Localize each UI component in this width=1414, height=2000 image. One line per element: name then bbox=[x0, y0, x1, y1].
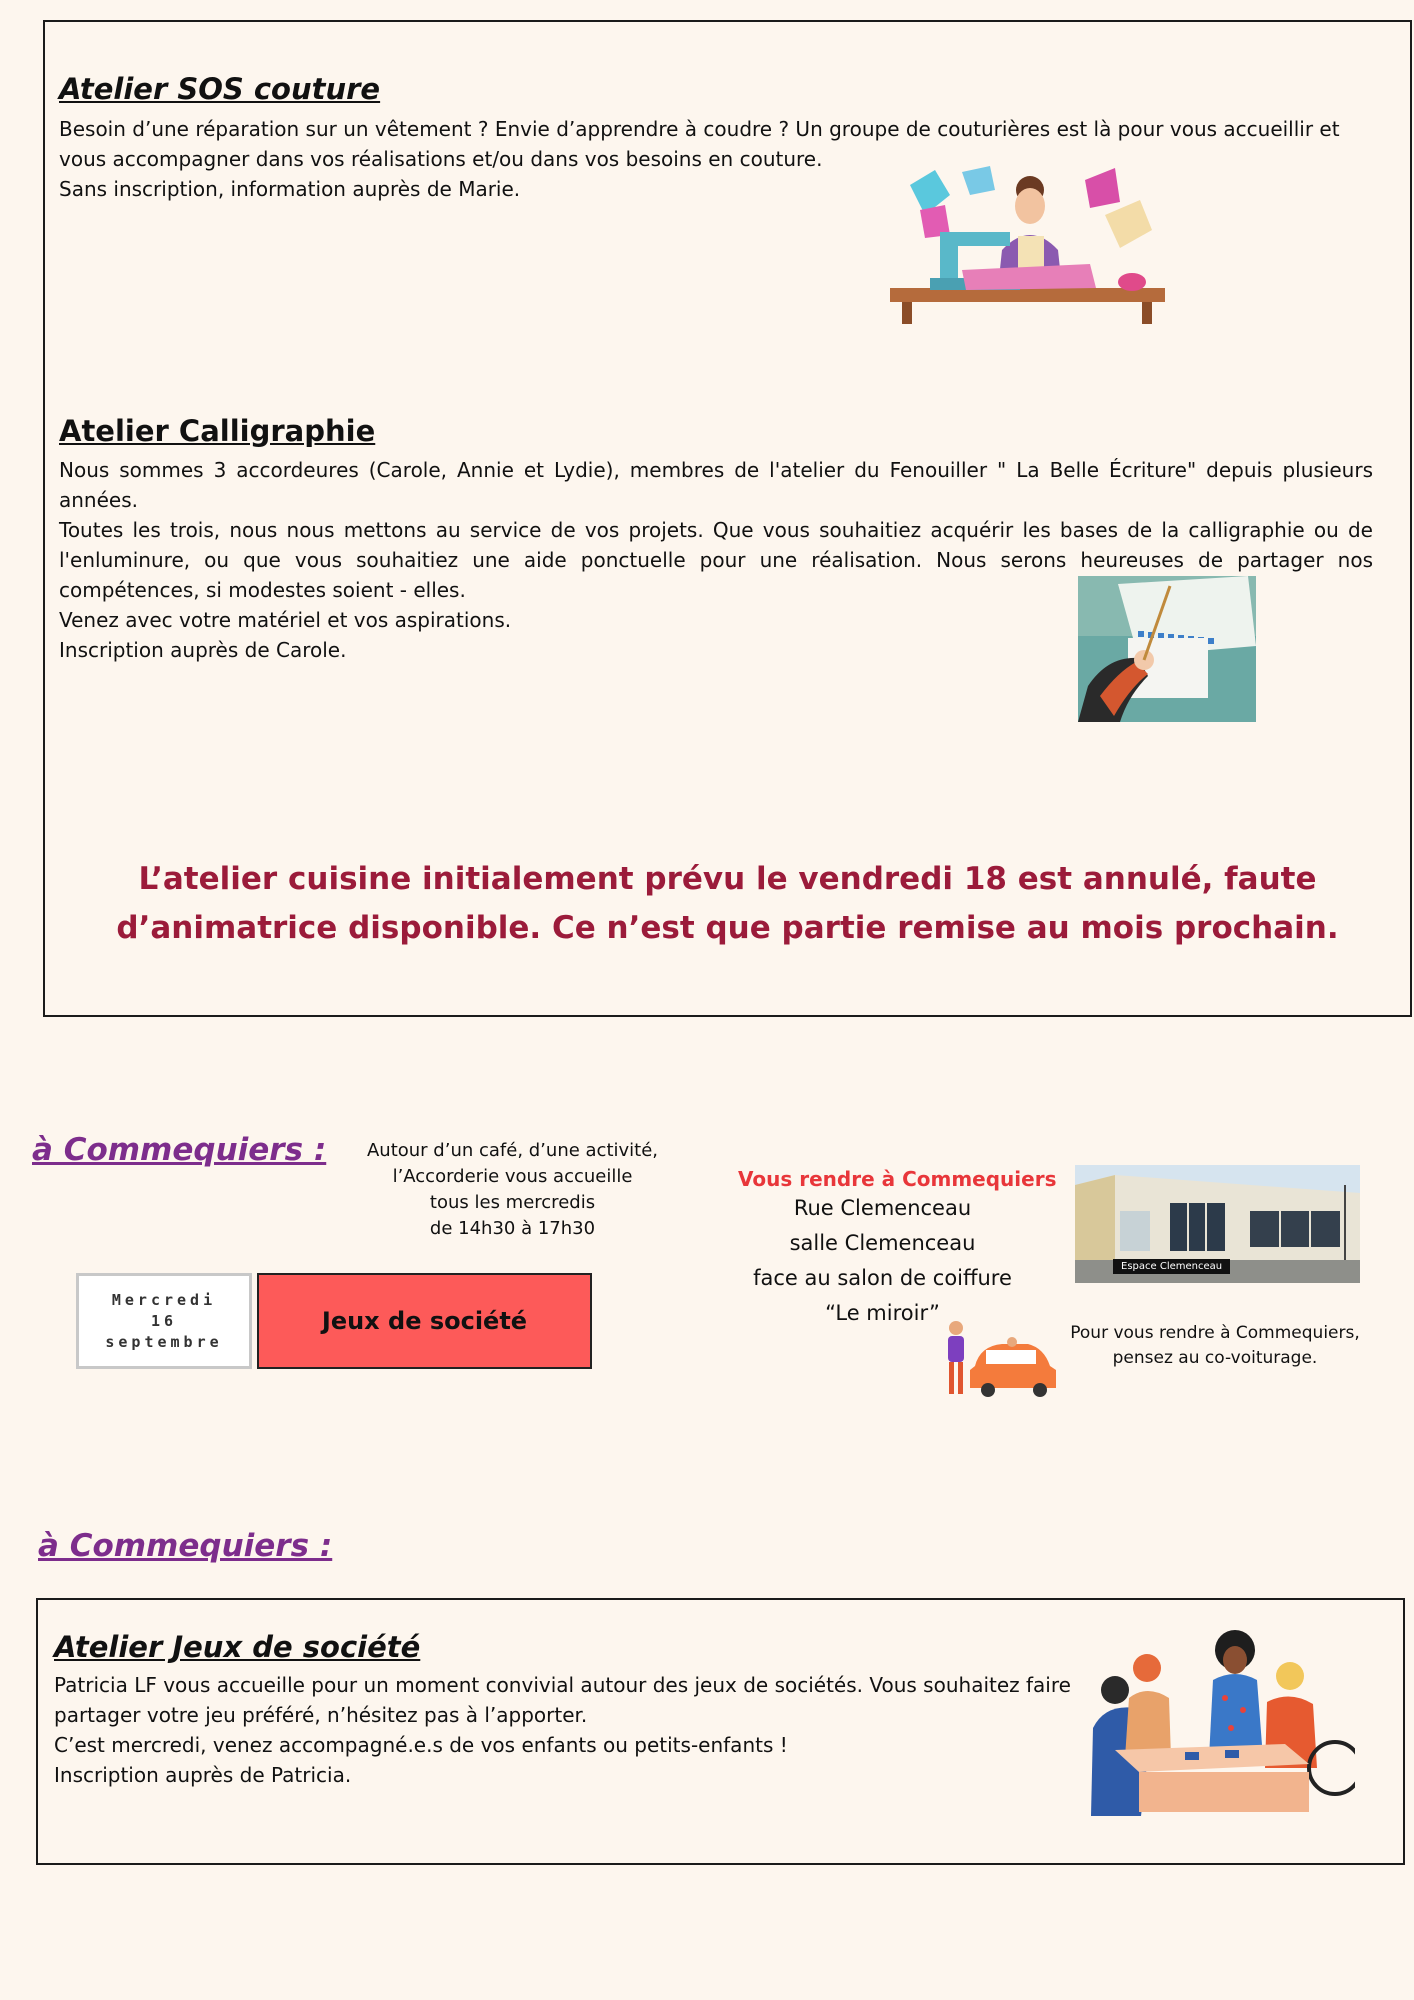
sos-p2: Sans inscription, information auprès de Marie. bbox=[59, 177, 521, 201]
intro-line-2: l’Accorderie vous accueille bbox=[392, 1166, 633, 1187]
address-line-1: Rue Clemenceau bbox=[793, 1196, 972, 1220]
calli-p3: Venez avec votre matériel et vos aspirations. bbox=[59, 608, 512, 632]
jeux-p3: Inscription auprès de Patricia. bbox=[54, 1763, 352, 1787]
calli-title: Atelier Calligraphie bbox=[59, 414, 376, 448]
photo-caption: Espace Clemenceau bbox=[1113, 1259, 1230, 1274]
event-jeux-box: Jeux de société bbox=[257, 1273, 592, 1369]
jeux-title: Atelier Jeux de société bbox=[54, 1630, 421, 1664]
jeux-p1: Patricia LF vous accueille pour un moment convivial autour des jeux de sociétés. Vous souhaitez faire partager votre jeu préféré, n’hésitez pas à l’apporter. bbox=[54, 1673, 1071, 1727]
building-photo bbox=[1075, 1165, 1360, 1283]
directions-title: Vous rendre à Commequiers bbox=[738, 1167, 1057, 1191]
sos-title: Atelier SOS couture bbox=[59, 72, 381, 106]
calli-p4: Inscription auprès de Carole. bbox=[59, 638, 347, 662]
address-line-3: face au salon de coiffure bbox=[753, 1266, 1012, 1290]
address-block bbox=[740, 1191, 1025, 1331]
jeux-text bbox=[54, 1670, 1099, 1790]
commequiers-heading-1: à Commequiers : bbox=[32, 1132, 327, 1168]
carpool-line-2: pensez au co-voiturage. bbox=[1112, 1348, 1318, 1368]
intro-text bbox=[340, 1138, 685, 1242]
date-month: septembre bbox=[105, 1332, 223, 1351]
carpool-illustration bbox=[940, 1318, 1065, 1402]
intro-line-3: tous les mercredis bbox=[429, 1192, 596, 1213]
carpool-text bbox=[1055, 1321, 1375, 1371]
jeux-p2: C’est mercredi, venez accompagné.e.s de vos enfants ou petits-enfants ! bbox=[54, 1733, 788, 1757]
intro-line-4: de 14h30 à 17h30 bbox=[429, 1218, 596, 1239]
sewing-illustration bbox=[890, 160, 1170, 326]
date-day-number: 16 bbox=[150, 1311, 178, 1330]
sos-text bbox=[59, 114, 1379, 204]
intro-line-1: Autour d’un café, d’une activité, bbox=[366, 1140, 659, 1161]
cancel-notice bbox=[43, 855, 1412, 953]
commequiers-heading-2: à Commequiers : bbox=[38, 1528, 333, 1564]
cancel-line-1: L’atelier cuisine initialement prévu le vendredi 18 est annulé, faute bbox=[138, 861, 1317, 897]
calli-p1: Nous sommes 3 accordeures (Carole, Annie et Lydie), membres de l'atelier du Fenouiller " La Belle Écriture" depuis plusieurs années. bbox=[59, 458, 1373, 512]
carpool-line-1: Pour vous rendre à Commequiers, bbox=[1070, 1323, 1360, 1343]
calli-p2: Toutes les trois, nous nous mettons au service de vos projets. Que vous souhaitiez acquérir les bases de la calligraphie ou de l'enluminure, ou que vous souhaitiez une aide ponctuelle pour une réalisation. Nous serons heureuses de partager nos compétences, si modestes soient - elles. bbox=[59, 518, 1373, 602]
date-day-name: Mercredi bbox=[111, 1290, 217, 1309]
date-box bbox=[76, 1273, 252, 1369]
cancel-line-2: d’animatrice disponible. Ce n’est que partie remise au mois prochain. bbox=[116, 910, 1339, 946]
address-line-2: salle Clemenceau bbox=[789, 1231, 976, 1255]
calligraphy-photo bbox=[1078, 576, 1256, 722]
calli-text-bottom bbox=[59, 605, 759, 665]
sos-p1: Besoin d’une réparation sur un vêtement ? Envie d’apprendre à coudre ? Un groupe de couturières est là pour vous accueillir et vous accompagner dans vos réalisations et/ou dans vos besoins en couture. bbox=[59, 117, 1340, 171]
board-game-illustration bbox=[1085, 1628, 1355, 1816]
address-line-4: “Le miroir” bbox=[825, 1301, 940, 1325]
